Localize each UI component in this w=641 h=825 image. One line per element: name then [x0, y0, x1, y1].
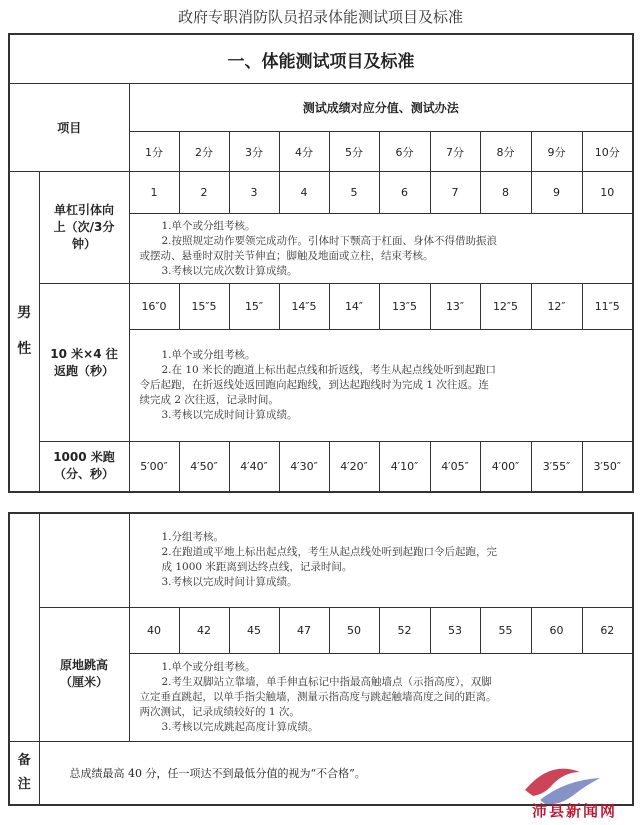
- instruction-line: 成 1000 米距离到达终点线，记录时间。: [161, 561, 353, 574]
- points-header-cell: 8分: [480, 132, 531, 172]
- item-name-line: 返跑（秒）: [53, 363, 114, 378]
- score-cell: 52: [379, 607, 430, 653]
- item-header: 项目: [9, 84, 129, 172]
- item-name-line: （厘米）: [59, 675, 108, 689]
- score-cell: 4′30″: [279, 442, 329, 492]
- score-cell: 53: [430, 607, 480, 653]
- instruction-line: 3.考核以完成时间计算成绩。: [161, 576, 298, 589]
- jump-instructions: [129, 653, 633, 741]
- score-cell: 4′20″: [329, 442, 379, 492]
- item-1000m-run-continued: [39, 513, 129, 607]
- instruction-line: 1.单个或分组考核。: [161, 219, 256, 232]
- points-header-cell: 6分: [379, 132, 430, 172]
- instruction-line: 1.单个或分组考核。: [161, 660, 256, 673]
- item-standing-jump: [39, 607, 129, 741]
- points-header-cell: 4分: [279, 132, 329, 172]
- gender-cell-continued: [9, 513, 39, 741]
- instruction-line: 3.考核以完成次数计算成绩。: [161, 264, 298, 277]
- score-cell: 47: [279, 607, 329, 653]
- score-cell: 3: [229, 172, 279, 214]
- score-cell: 5′00″: [129, 442, 179, 492]
- score-cell: 11″5: [582, 284, 633, 330]
- instruction-line: 3.考核以完成跳起高度计算成绩。: [161, 720, 319, 733]
- score-cell: 12″: [531, 284, 582, 330]
- item-1000m-run: [39, 442, 129, 492]
- score-cell: 16″0: [129, 284, 179, 330]
- gender-char: 男: [17, 305, 32, 322]
- score-cell: 9: [531, 172, 582, 214]
- item-name-line: 10 米×4 往: [50, 346, 118, 361]
- score-cell: 45: [229, 607, 279, 653]
- score-cell: 15″: [229, 284, 279, 330]
- gender-char: 性: [17, 341, 32, 358]
- points-header-cell: 10分: [582, 132, 633, 172]
- run1000-instructions: [129, 513, 633, 607]
- score-cell: 8: [480, 172, 531, 214]
- instruction-line: 或摆动、悬垂时双肘关节伸直；脚触及地面或立柱，结束考核。: [139, 249, 434, 262]
- remark-char: 注: [17, 776, 31, 792]
- score-cell: 3′55″: [531, 442, 582, 492]
- score-cell: 14″: [329, 284, 379, 330]
- instruction-line: 2.按照规定动作要领完成动作。引体时下颚高于杠面、身体不得借助振浪: [161, 234, 498, 247]
- points-header-cell: 5分: [329, 132, 379, 172]
- score-cell: 1: [129, 172, 179, 214]
- score-cell: 4′40″: [229, 442, 279, 492]
- item-name-line: 上（次/3分: [53, 220, 115, 234]
- instruction-line: 3.考核以完成时间计算成绩。: [161, 409, 298, 421]
- score-cell: 40: [129, 607, 179, 653]
- standards-table: [8, 33, 634, 493]
- score-cell: 60: [531, 607, 582, 653]
- score-cell: 7: [430, 172, 480, 214]
- watermark-text: 沛县新闻网: [532, 802, 618, 820]
- pullup-instructions: [129, 214, 633, 284]
- score-header: 测试成绩对应分值、测试办法: [129, 84, 633, 132]
- item-name-line: 1000 米跑: [53, 450, 115, 465]
- score-cell: 4′05″: [430, 442, 480, 492]
- instruction-line: 2.在 10 米长的跑道上标出起点线和折返线，考生从起点线处听到起跑口: [161, 364, 497, 376]
- score-cell: 2: [179, 172, 229, 214]
- score-cell: 42: [179, 607, 229, 653]
- instruction-line: 两次测试，记录成绩较好的 1 次。: [139, 705, 300, 718]
- score-cell: 13″5: [379, 284, 430, 330]
- item-name-line: （分、秒）: [53, 467, 114, 482]
- item-name-line: 原地跳高: [59, 658, 108, 672]
- score-cell: 15″5: [179, 284, 229, 330]
- item-shuttle-run: [39, 284, 129, 442]
- score-cell: 13″: [430, 284, 480, 330]
- instruction-line: 令后起跑，在折返线处返回跑向起跑线，到达起跑线时为完成 1 次往返。连: [139, 379, 489, 391]
- item-pullup: [39, 172, 129, 284]
- score-cell: 12″5: [480, 284, 531, 330]
- instruction-line: 1.单个或分组考核。: [161, 349, 256, 361]
- gender-cell: [9, 172, 39, 492]
- section-title: 一、体能测试项目及标准: [9, 34, 633, 84]
- points-header-cell: 3分: [229, 132, 279, 172]
- score-cell: 50: [329, 607, 379, 653]
- points-header-cell: 9分: [531, 132, 582, 172]
- instruction-line: 立定垂直跳起，以单手指尖触墙，测量示指高度与跳起触墙高度之间的距离。: [139, 690, 497, 703]
- score-cell: 4′00″: [480, 442, 531, 492]
- document-title: 政府专职消防队员招录体能测试项目及标准: [177, 8, 463, 26]
- points-header-cell: 1分: [129, 132, 179, 172]
- instruction-line: 1.分组考核。: [161, 531, 225, 544]
- score-cell: 10: [582, 172, 633, 214]
- score-cell: 55: [480, 607, 531, 653]
- score-cell: 4: [279, 172, 329, 214]
- remark-text: 总成绩最高 40 分，任一项达不到最低分值的视为“不合格”。: [39, 741, 633, 805]
- score-cell: 62: [582, 607, 633, 653]
- item-name-line: 单杠引体向: [53, 203, 114, 217]
- score-cell: 4′50″: [179, 442, 229, 492]
- remark-label: [9, 741, 39, 805]
- instruction-line: 2.考生双脚站立靠墙，单手伸直标记中指最高触墙点（示指高度），双脚: [161, 675, 492, 688]
- points-header-cell: 2分: [179, 132, 229, 172]
- instruction-line: 续完成 2 次往返，记录时间。: [139, 394, 279, 406]
- remark-char: 备: [17, 752, 31, 768]
- score-cell: 4′10″: [379, 442, 430, 492]
- score-cell: 5: [329, 172, 379, 214]
- points-header-cell: 7分: [430, 132, 480, 172]
- instruction-line: 2.在跑道或平地上标出起点线，考生从起点线处听到起跑口令后起跑，完: [161, 546, 498, 559]
- score-cell: 3′50″: [582, 442, 633, 492]
- score-cell: 14″5: [279, 284, 329, 330]
- item-name-line: 钟）: [71, 237, 96, 251]
- shuttle-instructions: [129, 330, 633, 442]
- score-cell: 6: [379, 172, 430, 214]
